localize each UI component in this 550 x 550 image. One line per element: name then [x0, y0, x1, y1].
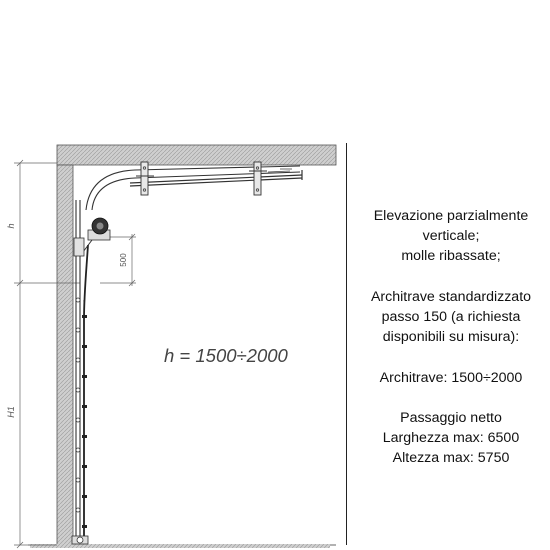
desc-line-9: Larghezza max: 6500 — [382, 430, 520, 447]
spring-drum — [74, 218, 110, 256]
dimension-500 — [100, 234, 136, 286]
desc-line-3: molle ribassate; — [401, 248, 501, 265]
lintel-formula: h = 1500÷2000 — [164, 345, 288, 366]
dim-h-label: h — [6, 223, 16, 229]
desc-line-5: passo 150 (a richiesta — [381, 309, 521, 325]
desc-line-8: Passaggio netto — [400, 409, 502, 426]
desc-line-2: verticale; — [422, 228, 480, 245]
desc-line-1: Elevazione parzialmente — [373, 208, 529, 224]
vertical-divider — [346, 143, 347, 545]
desc-line-7: Architrave: 1500÷2000 — [379, 369, 523, 386]
bottom-bracket — [72, 536, 88, 544]
desc-line-4: Architrave standardizzato — [370, 288, 532, 305]
ceiling-slab — [57, 145, 336, 165]
dim-h1-label: H1 — [6, 406, 16, 418]
floor-hatch — [30, 544, 330, 548]
desc-line-10: Altezza max: 5750 — [392, 450, 510, 467]
description-text — [352, 206, 550, 469]
rollers — [76, 298, 80, 512]
wall-column — [57, 165, 73, 545]
dim-500-label: 500 — [119, 253, 128, 267]
desc-line-6: disponibili su misura): — [382, 329, 520, 346]
